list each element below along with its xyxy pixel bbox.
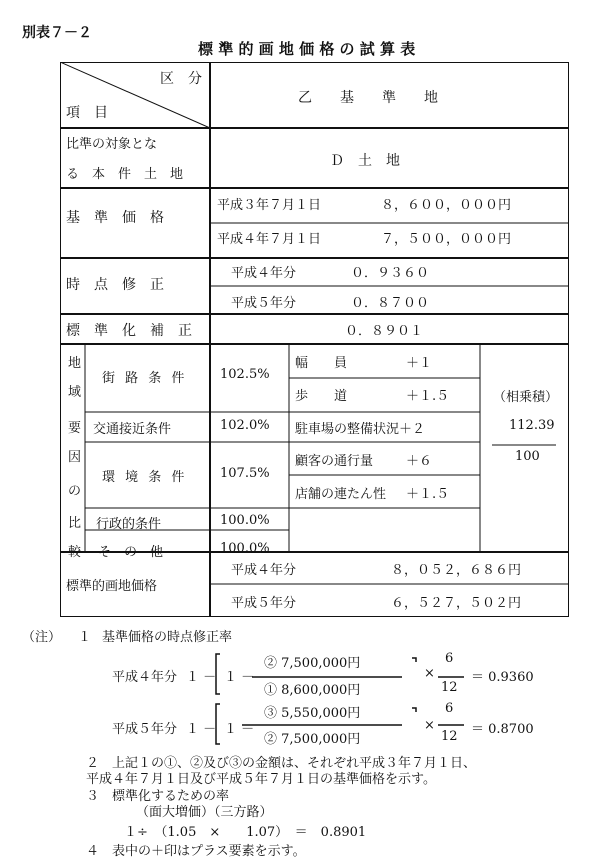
formula-1-one: １ － xyxy=(186,670,217,685)
regional-row-admin-name: 行政的条件 xyxy=(96,517,162,532)
formula-1-denominator: ① 8,600,000円 xyxy=(264,683,361,698)
detail-sidewalk-value: ＋１.５ xyxy=(406,389,450,404)
detail-traffic-label: 顧客の通行量 xyxy=(295,454,374,469)
formula-1-numerator: ② 7,500,000円 xyxy=(264,656,361,671)
time-adjust-year-2: 平成５年分 xyxy=(231,296,297,311)
corner-top-label: 区 分 xyxy=(160,71,202,87)
product-denominator: 100 xyxy=(515,449,540,464)
note-3: ３ 標準化するための率 xyxy=(86,789,230,804)
notes-prefix: （注） xyxy=(22,630,62,645)
standard-price-value-1: ８，０５２，６８６円 xyxy=(391,563,522,578)
regional-row-other-pct: 100.0% xyxy=(220,541,270,556)
regional-vertical-6: 較 xyxy=(68,545,82,560)
detail-width-value: ＋１ xyxy=(406,356,433,371)
base-price-value-1: ８，６００，０００円 xyxy=(381,198,512,213)
subject-label-line2: る 本 件 土 地 xyxy=(66,167,184,182)
base-price-date-1: 平成３年７月１日 xyxy=(217,198,322,213)
regional-row-street-pct: 102.5% xyxy=(220,367,270,382)
note-4: ４ 表中の＋印はプラス要素を示す。 xyxy=(86,844,306,859)
time-adjust-year-1: 平成４年分 xyxy=(231,266,297,281)
time-adjust-label: 時 点 修 正 xyxy=(66,277,164,293)
product-numerator: 112.39 xyxy=(509,418,555,433)
detail-traffic-value: ＋６ xyxy=(406,454,433,469)
subject-value: Ｄ 土 地 xyxy=(330,153,400,169)
formula-1-inner-one: １ － xyxy=(224,670,255,685)
regional-row-other-name: そ の 他 xyxy=(98,545,164,560)
formula-2-k-denominator: 12 xyxy=(441,729,458,744)
page-title: 標 準 的 画 地 価 格 の 試 算 表 xyxy=(198,40,416,58)
time-adjust-value-1: ０．９３６０ xyxy=(351,266,430,281)
column-title: 乙 基 準 地 xyxy=(298,90,438,106)
standardization-value: ０．８９０１ xyxy=(345,324,424,339)
detail-sidewalk-label: 歩 道 xyxy=(295,389,348,404)
formula-2-label: 平成５年分 xyxy=(112,722,178,737)
note-2-line2: 平成４年７月１日及び平成５年７月１日の基準価格を示す。 xyxy=(86,772,436,787)
regional-row-transport-name: 交通接近条件 xyxy=(93,422,172,437)
formula-2-one: １ － xyxy=(186,722,217,737)
regional-row-admin-pct: 100.0% xyxy=(220,513,270,528)
formula-2-denominator: ② 7,500,000円 xyxy=(264,732,361,747)
time-adjust-value-2: ０．８７００ xyxy=(351,296,430,311)
regional-vertical-0: 地 xyxy=(68,356,82,371)
regional-vertical-2: 要 xyxy=(68,421,82,436)
formula-1-k-numerator: 6 xyxy=(445,651,454,666)
detail-shops-value: ＋１.５ xyxy=(406,487,450,502)
formula-1-k-denominator: 12 xyxy=(441,680,458,695)
note-2-line1: ２ 上記１の①、②及び③の金額は、それぞれ平成３年７月１日、 xyxy=(86,756,477,771)
note-1-number: １ xyxy=(78,630,92,645)
base-price-label: 基 準 価 格 xyxy=(66,210,164,226)
note-3-formula: １÷ （1.05 × 1.07） ＝ 0.8901 xyxy=(124,825,367,840)
formula-2-inner-one: １ － xyxy=(224,722,255,737)
standard-price-year-1: 平成４年分 xyxy=(231,563,297,578)
detail-shops-label: 店舗の連たん性 xyxy=(295,487,387,502)
subject-label-line1: 比準の対象とな xyxy=(66,137,158,152)
regional-vertical-5: 比 xyxy=(68,516,82,531)
regional-vertical-4: の xyxy=(68,484,82,499)
standard-price-label: 標準的画地価格 xyxy=(66,579,158,594)
formula-1-label: 平成４年分 xyxy=(112,670,178,685)
formula-2-numerator: ③ 5,550,000円 xyxy=(264,706,361,721)
formula-1-times: × xyxy=(424,666,435,681)
regional-vertical-1: 域 xyxy=(68,385,82,400)
formula-2-k-numerator: 6 xyxy=(445,701,454,716)
regional-row-transport-pct: 102.0% xyxy=(220,418,270,433)
regional-vertical-3: 因 xyxy=(68,450,82,465)
standard-price-value-2: ６，５２７，５０２円 xyxy=(391,596,522,611)
standardization-label: 標 準 化 補 正 xyxy=(66,323,192,339)
formula-1-result: ＝ 0.9360 xyxy=(471,670,534,685)
regional-row-environment-name: 環 境 条 件 xyxy=(102,470,188,485)
regional-row-street-name: 街 路 条 件 xyxy=(102,371,188,386)
product-label: （相乗積） xyxy=(493,390,559,405)
formula-2-times: × xyxy=(424,718,435,733)
regional-row-environment-pct: 107.5% xyxy=(220,466,270,481)
detail-width-label: 幅 員 xyxy=(295,356,348,371)
note-3-labels: （面大増価）（三方路） xyxy=(136,805,273,820)
note-1-title: 基準価格の時点修正率 xyxy=(102,630,233,645)
formula-2-result: ＝ 0.8700 xyxy=(471,722,534,737)
appendix-label: 別表７－２ xyxy=(22,25,92,41)
standard-price-year-2: 平成５年分 xyxy=(231,596,297,611)
corner-bottom-label: 項 目 xyxy=(66,105,108,121)
base-price-date-2: 平成４年７月１日 xyxy=(217,232,322,247)
detail-parking: 駐車場の整備状況＋２ xyxy=(295,422,426,437)
base-price-value-2: ７，５００，０００円 xyxy=(381,232,512,247)
